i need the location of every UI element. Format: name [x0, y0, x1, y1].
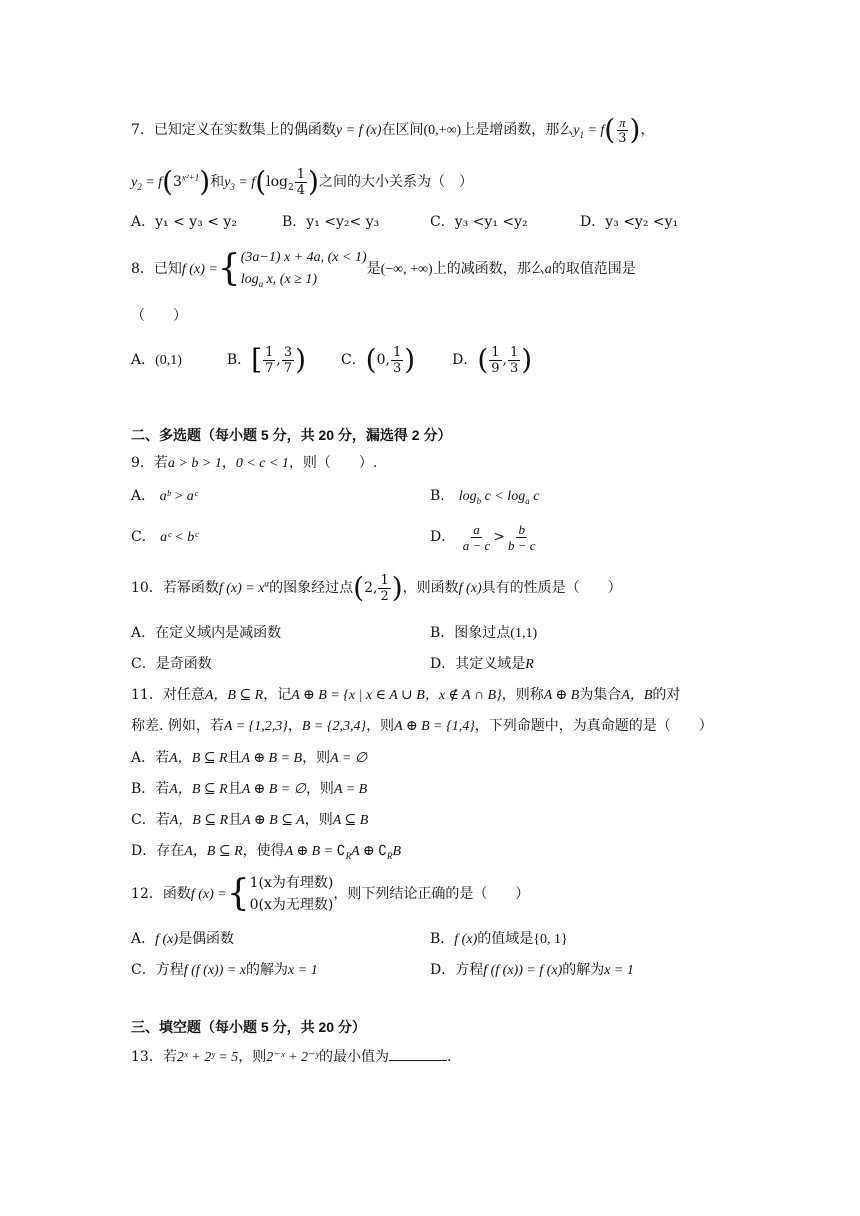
q7-text: 和	[210, 174, 225, 190]
q8-option-c-frac: $\frac{1}{3}$	[392, 344, 402, 376]
q7-option-d: D．y₃ <y₂ <y₁	[580, 214, 679, 230]
section-3-heading: 三、填空题（每小题 5 分，共 20 分）	[131, 1019, 366, 1035]
q12-option-d: D．方程f (f (x)) = f (x)的解为x = 1	[430, 962, 634, 978]
q7-base: 3	[173, 174, 182, 190]
q7-option-b: B．y₁ <y₂< y₃	[282, 214, 380, 230]
q8-option-b-frac-1: $\frac{1}{7}$	[265, 344, 274, 376]
section-2-heading: 二、多选题（每小题 5 分，共 20 分，漏选得 2 分）	[131, 427, 452, 443]
q10-point-frac: $\frac{1}{2}$	[380, 572, 389, 604]
q12-piecewise: 1(x为有理数) 0(x为无理数)	[249, 875, 334, 913]
q7-interval: (0,+∞)	[423, 123, 462, 138]
q7-log: log	[266, 174, 289, 190]
question-13: 13．若2ˣ + 2ʸ = 5，则2⁻ˣ + 2⁻ʸ的最小值为 .	[131, 1046, 451, 1068]
q7-option-a: A．y₁ < y₃ < y₂	[131, 214, 237, 230]
q11-option-a: A．若A，B ⊆ R且A ⊕ B = B，则A = ∅	[131, 750, 368, 766]
q8-option-b-frac-2: $\frac{3}{7}$	[283, 344, 293, 376]
q12-option-c: C．方程f (f (x)) = x的解为x = 1	[131, 962, 318, 978]
q8-piecewise: (3a−1) x + 4a, (x < 1) $\log_a x$, (x ≥ 1)	[240, 250, 367, 289]
q8-text: 是	[366, 261, 381, 277]
question-11-line-1: 11．对任意A，B ⊆ R，记A ⊕ B = {x | x ∈ A ∪ B，x ∉ A ∩ B}，则称A ⊕ B为集合A，B的对	[131, 687, 681, 703]
q8-option-a: (0,1)	[155, 353, 182, 368]
q7-y2: $y_2 = f$	[131, 175, 163, 192]
question-8-line-1: 8．已知f (x) ={ (3a−1) x + 4a, (x < 1) $\log_a x$, (x ≥ 1) 是(−∞, +∞)上的减函数，那么a的取值范围是	[131, 248, 636, 289]
q7-option-c: C．y₃ <y₁ <y₂	[430, 214, 528, 230]
q8-variable-a: a	[544, 262, 552, 277]
q10-option-d: D．其定义域是R	[430, 656, 534, 672]
q8-range: (−∞, +∞)	[380, 262, 433, 277]
q11-option-b: B．若A，B ⊆ R且A ⊕ B = ∅，则A = B	[131, 781, 368, 797]
q10-option-a: A．在定义域内是减函数	[131, 625, 282, 641]
q7-function: y = f (x)	[335, 123, 382, 138]
q8-option-d-label: D．	[452, 352, 478, 368]
q9-option-b: B． $\log_b c < \log_a c$	[430, 488, 540, 506]
q9-condition-1: a > b > 1	[167, 456, 222, 471]
answer-blank[interactable]	[389, 1046, 447, 1061]
q10-option-b: B．图象过点(1,1)	[430, 625, 538, 641]
q8-stem: 8．已知	[131, 261, 182, 277]
q7-text: 在区间	[381, 122, 424, 138]
q8-answer-paren: （ ）	[131, 308, 187, 324]
question-10: 10．若幂函数f $(x) = x^\alpha$的图象经过点(2, $\frac{1}{2}$ )，则函数f (x)具有的性质是（ ）	[131, 571, 622, 604]
q9-option-c: C． aᶜ < bᶜ	[131, 529, 198, 545]
q7-exponent: x²+1	[181, 172, 200, 183]
q8-text: 的取值范围是	[551, 261, 636, 277]
q9-option-d: D． $\frac{a}{a - c}$ > $\frac{b}{b - c}$	[430, 521, 536, 553]
q10-option-c: C．是奇函数	[131, 656, 212, 672]
q8-text: 上的减函数，那么	[432, 261, 545, 277]
q7-pi-over-3: $\frac{\pi}{3}$	[618, 114, 627, 146]
question-11-line-2: 称差. 例如，若A = {1,2,3}，B = {2,3,4}，则A ⊕ B = {1,4}，下列命题中，为真命题的是（ ）	[131, 718, 713, 734]
q9-option-a: A． aᵇ > aᶜ	[131, 488, 198, 504]
q8-option-d-frac-2: $\frac{1}{3}$	[510, 344, 519, 376]
question-7-line-2: $y_2 = f(3^{x^2+1})$和$y_3 = f(\log_2$ $\frac{1}{4}$ )之间的大小关系为（ ）	[131, 165, 473, 198]
q7-text: 上是增函数，那么	[461, 122, 574, 138]
q7-y3: $y_3 = f$	[224, 175, 256, 192]
q7-stem: 7．已知定义在实数集上的偶函数	[131, 122, 336, 138]
q8-function: f (x) =	[181, 262, 218, 277]
q11-option-c: C．若A，B ⊆ R且A ⊕ B ⊆ A，则A ⊆ B	[131, 812, 369, 828]
q7-one-quarter: $\frac{1}{4}$	[296, 166, 306, 198]
q8-option-c-label: C．	[340, 352, 366, 368]
question-7-line-1: 7．已知定义在实数集上的偶函数y = f (x)在区间(0,+∞)上是增函数，那么$y_1 = f$( $\frac{\pi}{3}$ )，	[131, 113, 655, 146]
q12-option-a: A．f (x)是偶函数	[131, 931, 235, 947]
q7-y1: $y_1 = f$	[573, 123, 605, 140]
question-9: 9．若a > b > 1，0 < c < 1，则（ ）.	[131, 455, 378, 471]
q7-tail: 之间的大小关系为（ ）	[318, 174, 473, 190]
q8-options: A．(0,1) B．[ $\frac{1}{7}$ , $\frac{3}{7}$ ) C．(0, $\frac{1}{3}$ ) D．( $\frac{1}{9}$ , $\frac{1}{3}$ )	[131, 343, 533, 376]
q9-condition-2: 0 < c < 1	[235, 456, 289, 471]
q8-option-d-frac-1: $\frac{1}{9}$	[491, 344, 500, 376]
q8-option-a-label: A．	[131, 352, 156, 368]
question-12: 12．函数f (x) ={ 1(x为有理数) 0(x为无理数) ，则下列结论正确的是（ ）	[131, 873, 530, 914]
q8-option-b-label: B．	[226, 352, 252, 368]
q11-option-d: D．存在A，B ⊆ R，使得A ⊕ $B = ∁_RA$ ⊕ $∁_RB$	[131, 843, 402, 861]
q12-option-b: B．f (x)的值域是{0, 1}	[430, 931, 568, 947]
